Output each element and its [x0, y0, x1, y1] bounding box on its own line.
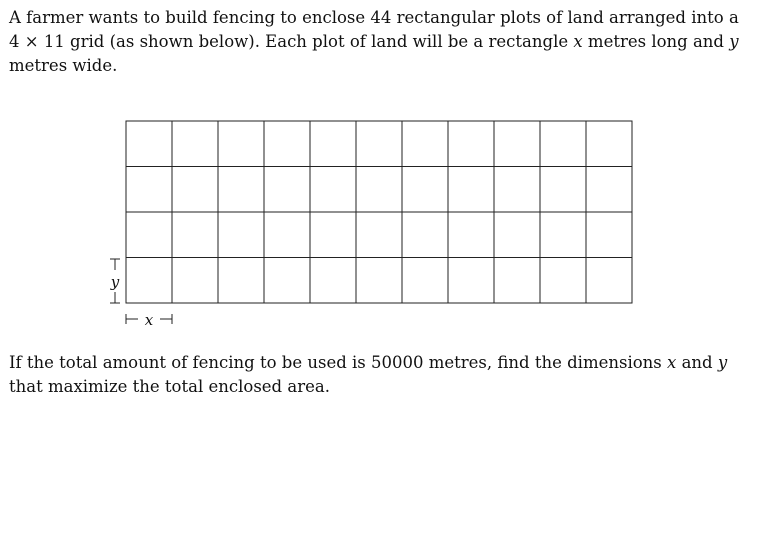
- plot-cell: [586, 258, 632, 304]
- plot-cell: [494, 258, 540, 304]
- plot-cell: [448, 258, 494, 304]
- problem-question: [9, 351, 745, 399]
- plot-cell: [586, 167, 632, 213]
- plot-cell: [264, 167, 310, 213]
- plot-grid: [126, 121, 632, 303]
- intro-line-2b: metres long and: [587, 32, 724, 51]
- plot-cell: [126, 121, 172, 167]
- plot-cell: [172, 212, 218, 258]
- plot-cell: [356, 121, 402, 167]
- plot-cell: [402, 212, 448, 258]
- plot-cell: [172, 258, 218, 304]
- plot-cell: [448, 121, 494, 167]
- plot-cell: [448, 167, 494, 213]
- plot-cell: [586, 121, 632, 167]
- plot-cell: [356, 258, 402, 304]
- intro-line-3: metres wide.: [9, 56, 118, 75]
- plot-cell: [310, 212, 356, 258]
- plot-cell: [310, 258, 356, 304]
- plot-cell: [448, 212, 494, 258]
- plot-cell: [126, 167, 172, 213]
- label-x: x: [144, 311, 154, 329]
- intro-line-1: A farmer wants to build fencing to enclose 44 rectangular plots of land arranged into a: [9, 8, 739, 27]
- plot-cell: [218, 121, 264, 167]
- var-x-question: x: [667, 353, 677, 372]
- plot-cell: [126, 212, 172, 258]
- plot-cell: [402, 121, 448, 167]
- var-x-inline: x: [573, 32, 583, 51]
- question-line-1a: If the total amount of fencing to be used is 50000 metres, find the dimensions: [9, 353, 662, 372]
- plot-cell: [264, 212, 310, 258]
- plot-cell: [540, 167, 586, 213]
- plot-cell: [264, 121, 310, 167]
- var-y-question: y: [717, 353, 728, 372]
- var-y-inline: y: [729, 32, 739, 51]
- plot-cell: [218, 258, 264, 304]
- plot-cell: [586, 212, 632, 258]
- intro-line-2a: 4 × 11 grid (as shown below). Each plot of land will be a rectangle: [9, 32, 569, 51]
- plot-cell: [494, 167, 540, 213]
- plot-cell: [310, 167, 356, 213]
- plot-cell: [402, 258, 448, 304]
- label-y: y: [110, 273, 120, 291]
- question-line-2: that maximize the total enclosed area.: [9, 377, 330, 396]
- plot-cell: [540, 212, 586, 258]
- plot-cell: [264, 258, 310, 304]
- plot-cell: [218, 167, 264, 213]
- plot-cell: [356, 212, 402, 258]
- plot-cell: [310, 121, 356, 167]
- plot-cell: [172, 121, 218, 167]
- plot-cell: [494, 121, 540, 167]
- plot-cell: [540, 121, 586, 167]
- plot-cell: [540, 258, 586, 304]
- plot-cell: [494, 212, 540, 258]
- plot-cell: [218, 212, 264, 258]
- plot-cell: [172, 167, 218, 213]
- plot-cell: [402, 167, 448, 213]
- plot-cell: [356, 167, 402, 213]
- question-line-1b: and: [681, 353, 713, 372]
- plot-cell: [126, 258, 172, 304]
